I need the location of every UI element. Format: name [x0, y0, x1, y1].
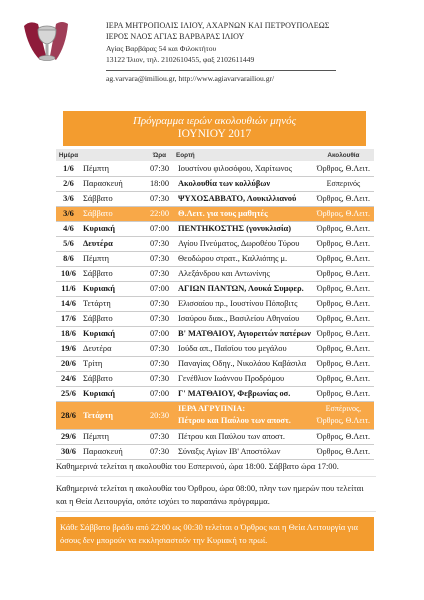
row-day: Παρασκευή	[81, 444, 143, 459]
row-date: 20/6	[56, 356, 81, 371]
row-day: Πέμπτη	[81, 161, 143, 176]
church-header	[106, 20, 406, 84]
row-service: Όρθρος, Θ.Λειτ.	[313, 161, 374, 176]
row-day: Τετάρτη	[81, 296, 143, 311]
row-date: 30/6	[56, 444, 81, 459]
row-feast	[176, 401, 313, 429]
row-date: 25/6	[56, 386, 81, 401]
row-date: 29/6	[56, 429, 81, 444]
row-time: 07:30	[143, 444, 176, 459]
vespers-note: Καθημερινά τελείται η ακολουθία του Εσπερινού, ώρα 18:00. Σάββατο ώρα 17:00.	[56, 460, 376, 477]
row-service: Όρθρος, Θ.Λειτ.	[313, 251, 374, 266]
table-header-row	[56, 149, 374, 161]
row-time: 07:30	[143, 371, 176, 386]
row-service: Όρθρος, Θ.Λειτ.	[313, 386, 374, 401]
row-date: 3/6	[56, 191, 81, 206]
row-date: 28/6	[56, 401, 81, 429]
table-row	[56, 236, 374, 251]
row-service: Όρθρος, Θ.Λειτ.	[313, 356, 374, 371]
row-feast: Σύναξις Αγίων ΙΒ' Αποστόλων	[176, 444, 313, 459]
row-date: 5/6	[56, 236, 81, 251]
row-service: Όρθρος, Θ.Λειτ.	[313, 326, 374, 341]
col-time-header: Ώρα	[143, 149, 176, 161]
table-row	[56, 266, 374, 281]
row-day: Πέμπτη	[81, 251, 143, 266]
row-feast: Β' ΜΑΤΘΑΙΟΥ, Αγιορειτών πατέρων	[176, 326, 313, 341]
row-feast-line1: ΙΕΡΑ ΑΓΡΥΠΝΙΑ:	[178, 404, 246, 413]
row-day: Κυριακή	[81, 221, 143, 236]
row-time: 07:30	[143, 356, 176, 371]
table-row	[56, 176, 374, 191]
table-row	[56, 311, 374, 326]
row-date: 14/6	[56, 296, 81, 311]
row-date: 2/6	[56, 176, 81, 191]
row-date: 3/6	[56, 206, 81, 221]
row-day: Τετάρτη	[81, 401, 143, 429]
col-date-header: Ημέρα	[56, 149, 81, 161]
phone-line: 13122 Ίλιον, τηλ. 2102610455, φαξ 2102611449	[106, 55, 255, 64]
table-row	[56, 386, 374, 401]
row-time: 07:30	[143, 296, 176, 311]
row-feast: Γενέθλιον Ιωάννου Προδρόμου	[176, 371, 313, 386]
table-row	[56, 206, 374, 221]
table-row	[56, 221, 374, 236]
row-service: Όρθρος, Θ.Λειτ.	[313, 221, 374, 236]
row-date: 18/6	[56, 326, 81, 341]
row-service: Όρθρος, Θ.Λειτ.	[313, 341, 374, 356]
row-service: Όρθρος, Θ.Λειτ.	[313, 311, 374, 326]
row-date: 1/6	[56, 161, 81, 176]
table-row	[56, 281, 374, 296]
row-time: 22:00	[143, 206, 176, 221]
table-row	[56, 161, 374, 176]
row-day: Σάββατο	[81, 311, 143, 326]
matins-note: Καθημερινά τελείται η ακολουθία του Όρθρου, ώρα 08:00, πλην των ημερών που τελείται και η Θεία Λειτουργία, οπότε ισχύει το παραπάνω πρόγραμμα.	[56, 482, 376, 512]
month-title: ΙΟΥΝΙΟΥ 2017	[177, 128, 252, 140]
row-service: Όρθρος, Θ.Λειτ.	[313, 206, 374, 221]
row-feast: ΑΓΙΩΝ ΠΑΝΤΩΝ, Λουκά Συμφερ.	[176, 281, 313, 296]
services-table	[56, 149, 374, 460]
row-service	[313, 401, 374, 429]
row-time: 07:00	[143, 281, 176, 296]
table-row	[56, 191, 374, 206]
row-time: 07:00	[143, 386, 176, 401]
table-row	[56, 341, 374, 356]
col-service-header: Ακολουθία	[313, 149, 374, 161]
row-feast: Πέτρου και Παύλου των αποστ.	[176, 429, 313, 444]
row-time: 07:30	[143, 341, 176, 356]
row-date: 10/6	[56, 266, 81, 281]
row-service: Όρθρος, Θ.Λειτ.	[313, 236, 374, 251]
saturday-night-note: Κάθε Σάββατο βράδυ από 22:00 ως 00:30 τελείται ο Όρθρος και η Θεία Λειτουργία για όσους δεν μπορούν να εκκλησιαστούν την Κυριακή το πρωί.	[56, 517, 374, 551]
row-feast: ΨΥΧΟΣΑΒΒΑΤΟ, Λουκιλλιανού	[176, 191, 313, 206]
row-time: 07:00	[143, 326, 176, 341]
row-date: 19/6	[56, 341, 81, 356]
row-feast: Θεοδώρου στρατ., Καλλιόπης μ.	[176, 251, 313, 266]
row-date: 24/6	[56, 371, 81, 386]
row-day: Κυριακή	[81, 281, 143, 296]
row-feast: Ιουστίνου φιλοσόφου, Χαρίτωνος	[176, 161, 313, 176]
table-row	[56, 429, 374, 444]
row-feast: Θ.Λειτ. για τους μαθητές	[176, 206, 313, 221]
row-feast: Ελισσαίου πρ., Ιουστίνου Πόποβιτς	[176, 296, 313, 311]
row-feast: ΠΕΝΤΗΚΟΣΤΗΣ (γονυκλισία)	[176, 221, 313, 236]
header-divider	[106, 70, 336, 71]
row-time: 20:30	[143, 401, 176, 429]
row-date: 4/6	[56, 221, 81, 236]
row-time: 07:30	[143, 191, 176, 206]
row-feast: Παναγίας Οδηγ., Νικολάου Καβάσιλα	[176, 356, 313, 371]
title-banner	[63, 111, 366, 146]
row-time: 07:30	[143, 251, 176, 266]
schedule-title: Πρόγραμμα ιερών ακολουθιών μηνός	[132, 115, 297, 127]
row-feast-line2: Πέτρου και Παύλου των αποστ.	[178, 416, 291, 425]
church-name: ΙΕΡΟΣ ΝΑΟΣ ΑΓΙΑΣ ΒΑΡΒΑΡΑΣ ΙΛΙΟΥ	[106, 32, 245, 41]
table-row	[56, 401, 374, 429]
notes	[56, 460, 376, 517]
row-day: Σάββατο	[81, 371, 143, 386]
church-logo-icon	[20, 16, 72, 68]
row-feast: Ιούδα απ., Παϊσίου του μεγάλου	[176, 341, 313, 356]
row-day: Κυριακή	[81, 326, 143, 341]
row-service: Όρθρος, Θ.Λειτ.	[313, 266, 374, 281]
row-time: 07:30	[143, 236, 176, 251]
row-feast: Γ' ΜΑΤΘΑΙΟΥ, Φεβρωνίας οσ.	[176, 386, 313, 401]
row-service-line2: Όρθρος, Θ.Λειτ.	[316, 416, 370, 425]
table-row	[56, 296, 374, 311]
table-row	[56, 326, 374, 341]
row-service-line1: Εσπέρινος,	[325, 404, 362, 413]
row-day: Δευτέρα	[81, 341, 143, 356]
row-day: Κυριακή	[81, 386, 143, 401]
row-date: 8/6	[56, 251, 81, 266]
row-feast: Αλεξάνδρου και Αντωνίνης	[176, 266, 313, 281]
row-day: Τρίτη	[81, 356, 143, 371]
row-time: 07:00	[143, 221, 176, 236]
metropolis-name: ΙΕΡΑ ΜΗΤΡΟΠΟΛΙΣ ΙΛΙΟΥ, ΑΧΑΡΝΩΝ ΚΑΙ ΠΕΤΡΟΥΠΟΛΕΩΣ	[106, 21, 330, 30]
table-row	[56, 251, 374, 266]
row-time: 07:30	[143, 161, 176, 176]
row-time: 07:30	[143, 429, 176, 444]
table-row	[56, 444, 374, 459]
row-service: Όρθρος, Θ.Λειτ.	[313, 371, 374, 386]
row-service: Όρθρος, Θ.Λειτ.	[313, 429, 374, 444]
row-service: Εσπερινός	[313, 176, 374, 191]
address-line: Αγίας Βαρβάρας 54 και Φιλοκτήτου	[106, 44, 217, 53]
row-day: Παρασκευή	[81, 176, 143, 191]
row-day: Σάββατο	[81, 191, 143, 206]
row-day: Σάββατο	[81, 266, 143, 281]
row-time: 07:30	[143, 311, 176, 326]
row-service: Όρθρος, Θ.Λειτ.	[313, 281, 374, 296]
row-day: Δευτέρα	[81, 236, 143, 251]
row-day: Πέμπτη	[81, 429, 143, 444]
row-day: Σάββατο	[81, 206, 143, 221]
contact-line[interactable]: ag.varvara@imiliou.gr, http://www.agiavarvarailiou.gr/	[106, 74, 275, 83]
col-day-header	[81, 149, 143, 161]
row-date: 11/6	[56, 281, 81, 296]
row-service: Όρθρος, Θ.Λειτ.	[313, 296, 374, 311]
row-time: 07:30	[143, 266, 176, 281]
table-body	[56, 161, 374, 459]
row-service: Όρθρος, Θ.Λειτ.	[313, 444, 374, 459]
row-feast: Ισαύρου διακ., Βασιλείου Αθηναίου	[176, 311, 313, 326]
row-feast: Αγίου Πνεύματος, Δωροθέου Τύρου	[176, 236, 313, 251]
table-row	[56, 356, 374, 371]
row-service: Όρθρος, Θ.Λειτ.	[313, 191, 374, 206]
row-date: 17/6	[56, 311, 81, 326]
col-feast-header: Εορτή	[176, 149, 313, 161]
row-feast: Ακολουθία των κολλύβων	[176, 176, 313, 191]
table-row	[56, 371, 374, 386]
row-time: 18:00	[143, 176, 176, 191]
